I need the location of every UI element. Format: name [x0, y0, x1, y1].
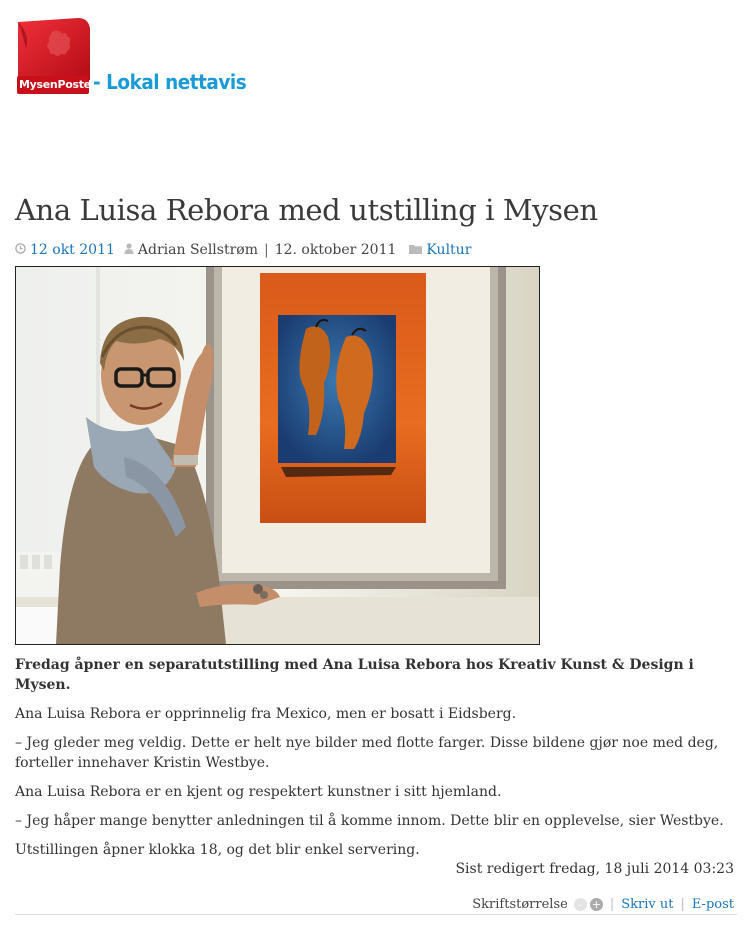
category-link[interactable]: Kultur	[426, 242, 472, 258]
clock-icon	[15, 242, 26, 258]
last-edited: Sist redigert fredag, 18 juli 2014 03:23	[455, 861, 734, 877]
decrease-font-button[interactable]: –	[574, 898, 587, 911]
article-body	[15, 655, 735, 869]
increase-font-button[interactable]: +	[591, 898, 601, 911]
article-photo	[15, 266, 540, 645]
article-tools	[472, 897, 734, 912]
print-link[interactable]: Skriv ut	[621, 897, 674, 912]
footer-divider	[15, 914, 737, 915]
user-icon	[124, 242, 134, 258]
logo-text: MysenPosten	[19, 78, 99, 91]
body-paragraph: Ana Luisa Rebora er en kjent og respektert kunstner i sitt hjemland.	[15, 784, 502, 800]
lead-paragraph: Fredag åpner en separatutstilling med Ana Luisa Rebora hos Kreativ Kunst & Design i Mysen.	[15, 657, 694, 693]
body-paragraph: – Jeg gleder meg veldig. Dette er helt nye bilder med flotte farger. Disse bildene gjør noe med deg, forteller innehaver Kristin Westbye.	[15, 735, 719, 771]
site-tagline: - Lokal nettavis	[93, 70, 247, 94]
meta-separator: |	[263, 242, 269, 258]
author-name: Adrian Sellstrøm	[137, 242, 258, 258]
font-size-label: Skriftstørrelse	[472, 897, 568, 912]
article-meta	[15, 242, 471, 258]
email-link[interactable]: E-post	[691, 897, 734, 912]
tools-divider: |	[609, 897, 615, 912]
body-paragraph: Utstillingen åpner klokka 18, og det blir enkel servering.	[15, 842, 420, 858]
tools-divider: |	[680, 897, 685, 912]
date-link[interactable]: 12 okt 2011	[30, 242, 115, 258]
photo-illustration	[16, 267, 539, 644]
mysenposten-logo[interactable]	[16, 18, 99, 94]
folder-icon	[409, 242, 422, 258]
article-title: Ana Luisa Rebora med utstilling i Mysen	[15, 193, 598, 227]
body-paragraph: – Jeg håper mange benytter anledningen til å komme innom. Dette blir en opplevelse, sier Westbye.	[15, 813, 724, 829]
published-date: 12. oktober 2011	[274, 242, 397, 258]
body-paragraph: Ana Luisa Rebora er opprinnelig fra Mexico, men er bosatt i Eidsberg.	[15, 706, 517, 722]
site-header	[16, 18, 416, 98]
